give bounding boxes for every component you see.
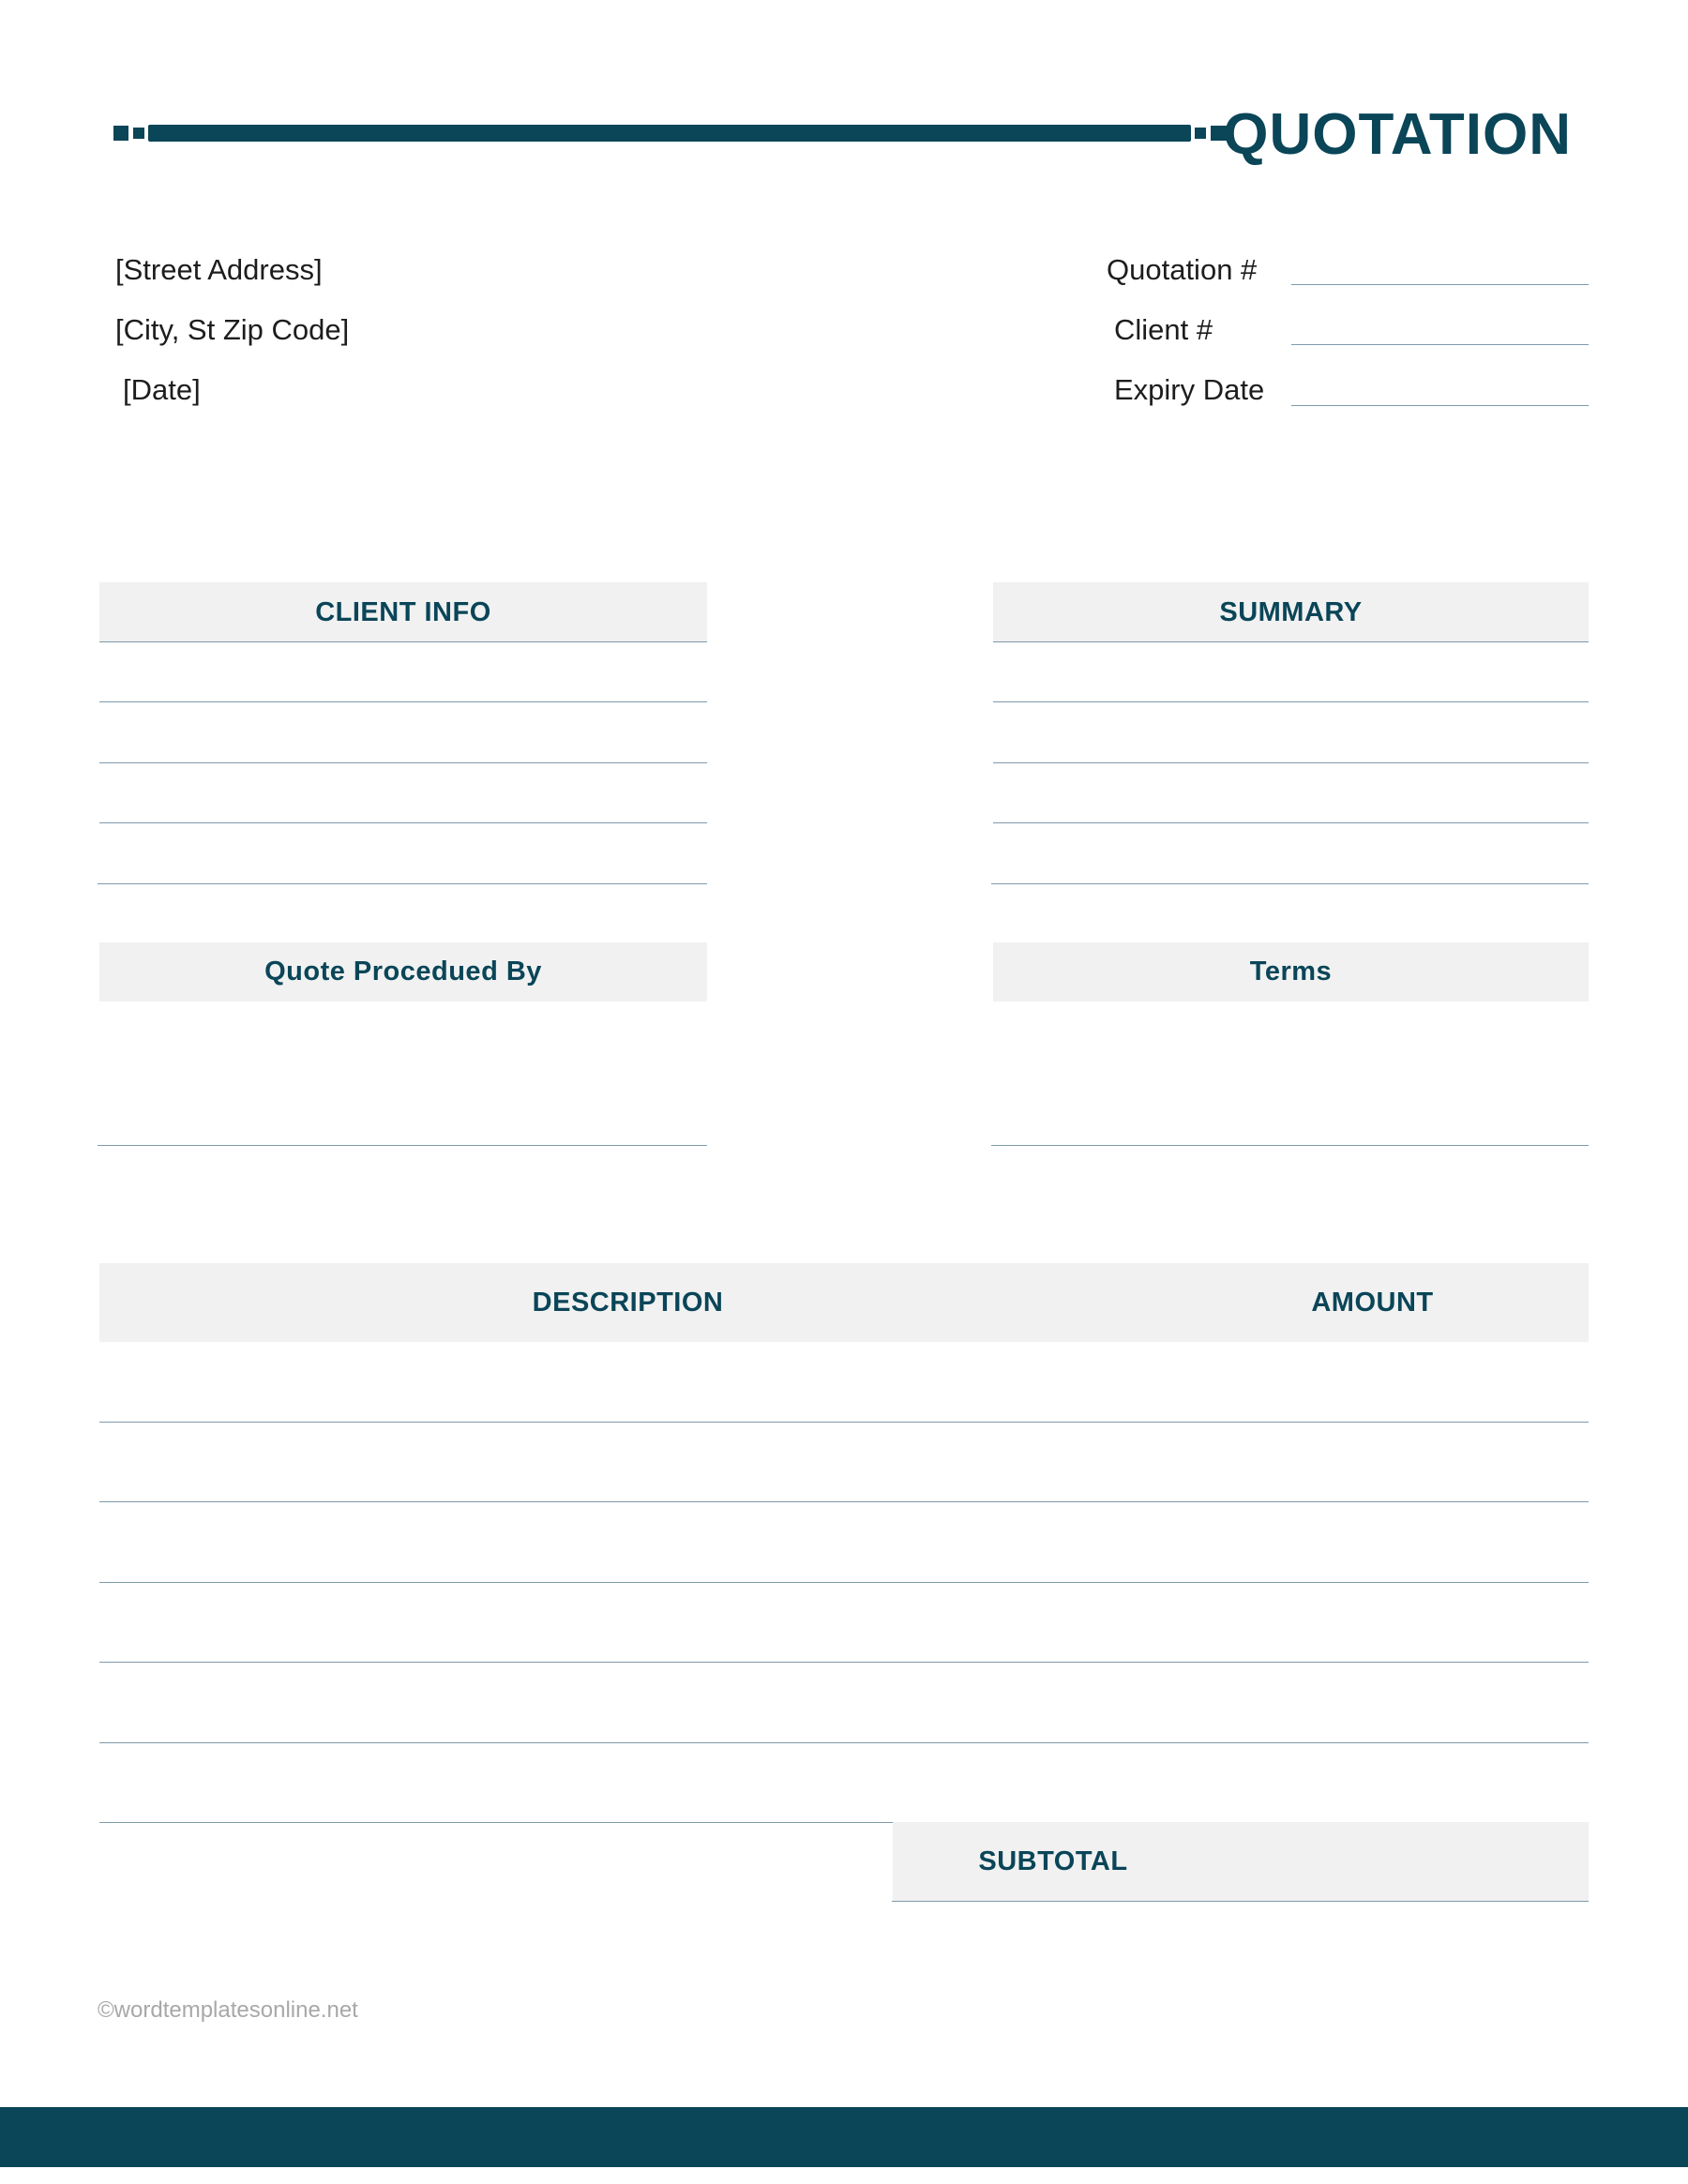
terms-field[interactable] <box>991 1145 1589 1146</box>
client-info-header: CLIENT INFO <box>99 582 707 642</box>
quote-procedued-by-field[interactable] <box>98 1145 707 1146</box>
table-row[interactable] <box>99 1582 1589 1583</box>
client-info-line-1[interactable] <box>99 641 707 642</box>
expiry-date-label: Expiry Date <box>1114 373 1265 406</box>
summary-line-1[interactable] <box>993 641 1589 642</box>
watermark: ©wordtemplatesonline.net <box>98 1997 358 2023</box>
summary-line-2[interactable] <box>993 701 1589 702</box>
subtotal-label: SUBTOTAL <box>978 1846 1128 1876</box>
client-number-label: Client # <box>1114 313 1213 346</box>
expiry-date-field[interactable] <box>1291 405 1589 406</box>
subtotal-amount-field[interactable] <box>892 1901 1589 1902</box>
subtotal-row <box>893 1822 1589 1902</box>
items-table-header <box>99 1263 1589 1342</box>
street-address[interactable]: [Street Address] <box>115 253 323 286</box>
client-number-field[interactable] <box>1291 344 1589 345</box>
header-rule-left-square-outer <box>113 126 128 141</box>
client-info-line-3[interactable] <box>99 762 707 763</box>
quote-procedued-by-header: Quote Procedued By <box>99 942 707 1002</box>
table-row[interactable] <box>99 1742 1589 1743</box>
header-rule-left-square-inner <box>133 128 144 139</box>
terms-header: Terms <box>993 942 1589 1002</box>
summary-line-3[interactable] <box>993 762 1589 763</box>
footer-bar <box>0 2107 1688 2167</box>
table-row[interactable] <box>99 1422 1589 1423</box>
summary-line-5[interactable] <box>991 883 1589 884</box>
table-row[interactable] <box>99 1501 1589 1502</box>
summary-header: SUMMARY <box>993 582 1589 642</box>
amount-column-header: AMOUNT <box>1311 1287 1434 1318</box>
summary-line-4[interactable] <box>993 822 1589 823</box>
header-rule-right-square-inner <box>1195 128 1206 139</box>
city-zip[interactable]: [City, St Zip Code] <box>115 313 350 346</box>
client-info-line-2[interactable] <box>99 701 707 702</box>
quotation-number-label: Quotation # <box>1107 253 1258 286</box>
quotation-number-field[interactable] <box>1291 284 1589 285</box>
date-field[interactable]: [Date] <box>123 373 201 406</box>
table-row[interactable] <box>99 1662 1589 1663</box>
client-info-line-5[interactable] <box>98 883 707 884</box>
description-column-header: DESCRIPTION <box>532 1287 724 1318</box>
document-title: QUOTATION <box>1223 102 1572 167</box>
client-info-line-4[interactable] <box>99 822 707 823</box>
header-rule-bar <box>148 125 1191 142</box>
